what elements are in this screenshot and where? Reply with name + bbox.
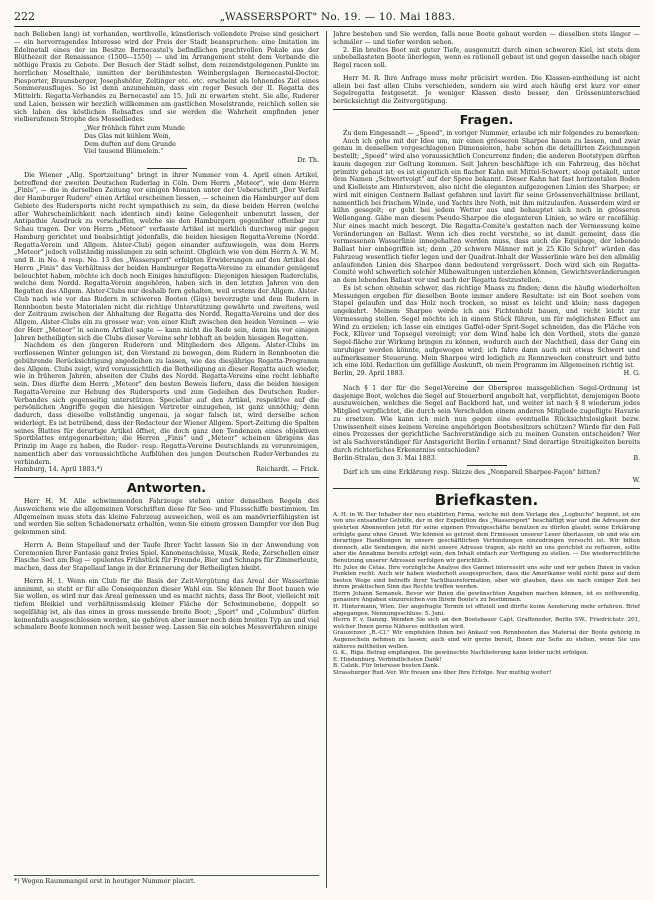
separator: [333, 109, 640, 110]
section-heading-antworten: Antworten.: [127, 480, 206, 495]
letter-item: B. Calzik. Für Interesse besten Dank.: [333, 663, 440, 670]
poem-line: Dem duften auf dem Grunde: [84, 140, 176, 148]
section-heading-briefkasten: Briefkasten.: [434, 490, 539, 509]
paragraph: Jahre bestehen und Sie werden, falls neue Boote gebaut werden — dieselben stets länger — schmäler — und tiefer werden sehen.: [333, 31, 640, 46]
signature-names: Reichardt. — Frick.: [256, 466, 319, 474]
answer-item: Herr H. M. Alle schwimmenden Fahrzeuge stehen unter denselben Regeln des Ausweichens wie die allgemeinen Vorschriften diese für See- und Flussschiffe bestimmen. Im Allgemeinen muss stets das kleine Fahrzeug ausweichen, weil es am manövrierfähigsten ist und werden Sie selten Schadenersatz erhalten, wenn Sie einem grossen Dampfer vor den Bug gekommen sind.: [14, 498, 319, 536]
letter-item: Hr. Jules de Cetas. Ihre vorzügliche Analyse des Gannet interessirt uns sehr und wir geben Ihnen in vielen Punkten recht. Auch wir haben wiederholt ausgesprochen, dass die Amerikaner wohl nicht ganz auf dem besten Wege sind betreffs ihrer Yachtbaureformation, aber wir glauben, dass sie nach einiger Zeit bei ihrem praktischen Sinn das Rechte treffen werden.: [333, 564, 640, 591]
running-title: „WASSERSPORT" No. 19. — 10. Mai 1883.: [219, 11, 456, 23]
section-heading-fragen: Fragen.: [459, 111, 514, 127]
paragraph: 2. Ein breites Boot mit guter Tiefe, ausgenutzt durch einen schweren Kiel, ist stets dem unbeballasteten Boote überlegen, wenn es rationell gebaut ist und gegen dasselbe nach obiger Regel racen soll.: [333, 46, 640, 69]
paragraph: nach Belieben lang) ist vorhanden, werthvolle, künstlerisch vollendete Preise sind gesichert — ein hervorragendes Interesse wird der Preis der Stadt beanspruchen: eine Imitation im Edelmetall eines der im Besitze Bernecastel's befindlichen prachtvollen Pokale aus der Blüthezeit der Renaissance (1500—1550) — und im Arrangement steht dem Verbande die nöthige Praxis zu Gebote. Der Besuch der Stadt selbst, dem reizendstgelegenen Punkte im herrlichen Moselthale, inmitten der berühmtesten Weinbergslagen Bernecastel-Doctor, Piesporter, Braunsberger, Josephshöfer, Zeltinger etc. etc. erscheint als lohnendes Ziel eines Sommerausfluges. So ist denn anzunehmen, dass ein reger Besuch der II. Regatta des Mittelrh. Regatta-Verbandes zu Bernecastel am 15. Juli zu erwarten steht. Sie alle, Ruderer und Laien, heissen wir herzlich willkommen am gastlichen Moselstrande, reichlich sollen sie sich laben des köstlichen Rebsaftes und sie werden die Wahrheit empfinden jener vielberufenen Strophe des Mosselliedes:: [14, 31, 319, 124]
left-column: [14, 31, 319, 888]
separator: [147, 168, 187, 169]
signature: [14, 466, 319, 474]
separator: [333, 488, 640, 489]
signature: Berlin, 29. April 1883. H. G.: [333, 370, 640, 377]
separator: [467, 381, 507, 382]
paragraph: Nachdem es den jüngeren Ruderern und Mitgliedern des Allgem. Alster-Clubs im verflossenen Winter gelungen ist, den Vorstand zu bewegen, dem Rudern in Rennbooten die gebührende Berücksichtigung angedeihen zu lassen, wie das diesjährige Regatta-Programm des Allgem. Clubs zeigt, wird voraussichtlich die Betheiligung an dieser Regatta auch wieder, wie in früheren Jahren, abseiten der Clubs des Nordd. Regatta-Vereins eine recht lebhafte sein. Dies dürfte dem Herrn „Meteor" den besten Beweis liefern, dass die beiden hiesigen Regatta-Vereine zur Hebung des Rudersports und zum Gedeihen des Deutschen Ruder-Verbandes sich gegenseitig unterstützen. Speciellar auf den Artikel, respektive auf die persönlichen Angriffe gegen die hiesigen Vertreter einzugehen, ist ganz unnöthig; denn dadurch, dass dieselbe vollständig ungenau, ja sogar falsch ist, wird derselbe schon widerlegt. Es ist betrübend, dass der Redacteur der Wiener Allgem. Sport-Zeitung die Spalten seines Blattes für derartige Artikel öffnet, die doch ganz den Tendenzen eines objektiven Sportblattes entgegenarbeiten; die Herren „Finis" und „Meteor" scheinen übrigens das Prinzip im Auge zu haben, die Ruder- resp. Regatta-Vereine Deutschlands zu verunreinigen, namentlich aber das voraussichtliche Aufblühen des jungen Deutschen Ruder-Verbandes zu verhindern.: [14, 342, 319, 466]
signature: Berlin-Stralau, den 3. Mai 1883. B.: [333, 454, 640, 462]
letter-item: Herrn Johann Semanek. Bevor wir Ihnen die gewünschten Angaben machen können, ist es nothwendig, genauere Angaben einzureichen von Ihrem Boote's zu bestimmen.: [333, 590, 640, 604]
poem-line: Das Glas mit kühlem Wein,: [84, 132, 171, 140]
poem-quote: [84, 125, 319, 156]
signature: W.: [632, 477, 640, 484]
page-number: 222: [14, 10, 35, 23]
letter-item: G. K., Riga. Betrag empfangen. Die gewünschte Nachlieferung kann leider nicht erfolgen.: [333, 650, 589, 657]
poem-line: Viel tausend Blümelein.": [84, 148, 164, 156]
separator: [14, 477, 319, 478]
letter-item: Herrn F. v. Danzig. Wenden Sie sich an den Bootsbauer Capt. Graffeneder, Berlin SW., Friedrichstr. 201, welcher Ihnen gerne Näheres mittheilen wird.: [333, 617, 640, 630]
answer-item: Herrn A. Beim Stapellauf und der Taufe Ihrer Yacht lassen Sie in der Anwendung von Ceremonien Ihrer Fantasie ganz freies Spiel. Kanonenschüsse, Musik, Rede, Zerschellen einer Flasche Sect am Bug — opulentes Frühstück für Freunde, Bier und Schnaps für Zimmerleute, machen, dass der Stapellauf lange in der Erinnerung der Betheiligten bleibt.: [14, 541, 319, 572]
letter-item: H. Hintermann, Wien. Der angefragte Termin ist offiziell und dürfte keine Aenderung mehr erfahren. Brief abgegangen. Nennungsschluss: 5. Juni.: [333, 604, 640, 617]
paragraph: Es ist schon ohnehin schwer, das richtige Maass zu finden; denn die häufig wiederholten Messungen ergeben für dieselben Boote immer andere Resultate: ist ein Boot soeben vom Stapel gelaufen und das Holz noch trocken, so misst es leicht und klein; nass dagegen ungekehrt. Meinem Sharpee werde ich aus Fichtenholz bauen, und recht leicht zur Vermessung stellen. Segel möchte ich in einem Stück führen, um für möglichsten Effect am Wind zu erzielen; ich lasse ein einziges Gaffel-oder Sprit-Segel schneiden, das die Fläche von Fock, Klüver und Topsegel vereinigt; vor dem Wind habe ich den Vortheil, stets die ganze Segel-fläche zur Wirkung bringen zu können, wodurch auch der Nachtheil, dass der Gang ein unruhiger werden könnte, aufgewogen wird; ich fahre dann auch mit etwas Schwert und aufmerksamer Steuerung. Mein Sharpee wird lediglich zu Rennzwecken construirt und bitte ich eine löbl. Redaction um gefällige Auskunft, ob mein Programm im Allgemeinen richtig ist.: [333, 284, 640, 370]
letter-item: Strassburger Rud.-Ver. Wir freuen uns über Ihre Erfolge. Nur muthig weiter!: [333, 670, 552, 676]
column-divider: [326, 31, 327, 888]
answer-item: Herrn H. 1. Wenn ein Club für die Basis der Zeit-Vergütung das Areal der Wasserlinie annimmt, so steht er für alle Consequenzen dieser Wahl ein. Sie können Ihr Boot bauen wie Sie wollen, es wird nur das Areal gemessen und es macht nichts, dass Ihr Boot, vielleicht mit tiefem Bleikiel und verhältnissmässig kleiner Fläche der Schwimmebene, doppelt so segelfähig ist, als das eines in gross messende breite Boot; „Sport" und „Columbus" dürfen keinenfalls ausgeschlossen werden, sie gehören aber immer noch dem breiten Typ an und viel schmalere Boote kommen noch weit besser weg. Lassen Sie ein solches Messverfahren einige: [14, 577, 319, 632]
right-column: [333, 31, 640, 888]
letter-item: E. Hindenburg. Verbindlichsten Dank!: [333, 656, 442, 663]
paragraph: Die Wiener „Allg. Sportzeitung" bringt in ihrer Nummer vom 4. April einen Artikel, betreffend der zweiten Deutschen Ruderlag in Cöln. Dem Herrn „Meteor", wie dem Herrn „Finis", — die in derselben Zeitung vor einigen Monaten unter der Ueberschrift „Der Verfall der Hamburger Rudere" einen Artikel erscheinen liessen, — scheinen die Hamburger auf dem Gebiete des Rudersports nicht recht sympathisch zu sein, da diese beiden Herren (welche aller Wahrscheinlichkeit nach identisch sind) keine Gelegenheit unbenutzt lassen, der Antipathie Ausdruck zu verschaffen, welche sie den Hamburgern gegenüber offenbar zur Schau tragen. Der von Herrn „Meteor" verfasste Artikel ist merklich durchweg mir gegen Hamburg gerichtet und beabsichtigt jedenfalls, die beiden hiesigen Regatta-Vereine (Nordd. Regatta-Verein und Allgem. Alster-Club) gegen einander aufzuwiegeln, was dem Herrn „Meteor" jedoch vollständig misslungen zu sein scheint. Obgleich wie von dem Herrn A. W. M. und B. in No. 4 resp. No. 13 des „Wassersport" erfolgten Erwiderungen auf den Artikel des Herrn „Finis" das Verhältniss der beiden Hamburger Regatta-Vereine zu einander genügend beleuchtet haben, möchte ich doch noch Einiges hinzufügen: Diejenigen hiesigen Ruderclubs, welche dem Nordd. Regatta-Verein angehören, haben sich in den letzten Jahren von den Regatten des Allgem. Alster-Clubs nur deshalb fern gehalten, weil erstens der Allgem. Alster-Club nach wie vor das Rudern in schweren Booten (Gigs) bevorzugte und dem Rudern in Rennbooten beste Materialen nicht die richtige Unterstützung gewährte und zweitens, weil der Zeitraum zwischen der Abhaltung der Regatta des Nordd. Regatta-Vereins und der des Allgem. Alster-Clubs ein zu grosser war; von einer Kluft zwischen den beiden Vereinen — wie der Herr „Meteor" in seinem Artikel sagte — kann nicht die Rede sein, denn bis vor einigen Jahren betheiligten sich die Clubs dieser Vereine sehr lebhaft an beiden hiesigen Regatten.: [14, 171, 319, 342]
paragraph: Darf ich um eine Erklärung resp. Skizze des „Nonpareil Sharpee-Façon" bitten?: [343, 469, 601, 477]
separator: [467, 465, 507, 466]
briefkasten-list: [333, 512, 640, 677]
poem-line: „Wer fröhlich führt zum Munde: [84, 125, 185, 132]
signature: Dr. Th.: [297, 157, 319, 164]
letter-item: Grauzenzer „R.-Cl." Wir empfehlen Ihnen bei Ankauf von Rennbooten das Material der Boote gehörig in Augenschein nehmen zu lassen; auch sind wir gerne bereit, Ihnen zur Seite zu stehen, wenn Sie uns näheres mittheilen wollen.: [333, 630, 640, 650]
letter-item: A. H. in W. Der Inhaber der neu etablirten Firma, welche mit dem Verlage des „Logbuchs" beginnt, ist ein von uns entsandter Gehülfe, der in der Expedition des „Wassersport" beschäftigt war und die Adressen der geehrten Abonnenten jetzt für seine eigenen Privatgeschäfte benutzen zu dürfen glaubt; seine Erklärung erfolgte ganz ohne Grund. Wir können es getrost dem Ermessen unserer Leser überlassen, ob und wie ein derartiges Handlungen in unsere geschäftlichen Verbindungen einzudringen versucht ist. Wir bitten dennoch, alle Sendungen, die nicht unsere Adresse tragen, als nicht an uns gerichtet zu refüsiren, sollte aber die Annahme bereits erfolgt sein, den Inhalt einfach zur Verfügung zu stellen. — Die wiederrechtliche Benutzung unserer Adressen verfolgen wir gerichtlich.: [333, 511, 640, 564]
page-header: [14, 10, 640, 27]
answer-item: Herr M. R. Ihre Anfrage muss mehr präcisirt werden. Die Klassen-eintheilung ist nicht allein bei fast allen Clubs verschieden, sondern sie wird auch häufig erst kurz vor einer Segelregatta festgesetzt. Je weniger Klassen desto besser, den Grössenunterschied berücksichtigt die Zeitvergütigung.: [333, 74, 640, 105]
paragraph: Nach § 1 der für die Segel-Vereine der Oberspree massgeblichen Segel-Ordnung ist dasjenige Boot, welches die Segel auf Steuerbord angebolt hat, verpflichtet, demjenigen Boote auszuweichen, welches die Segel auf Backbord hat, und weiter ist nach § 8 wiederum jedes Mitglied verpflichtet, die durch sein Verschulden einem anderen Mitgliede zugefügte Havarie zu ersetzen. Wie kann ich mich nun gegen eine eventuelle Rücksichtslosigkeit bezw. Unwissenheit eines keinem Vereine angehörigen Bootsbesitzers schützen? Würde für den Fall eines Prozesses der gerichtliche Sachverständige sich zu meinen Gunsten entscheiden? Wer ist als Sachverständiger für Amtsgericht Berlin I ernannt? Sind derartige Streitigkeiten bereits durch richterliches Erkenntniss entschieden?: [333, 384, 640, 454]
footnote: *) Wegen Raummangel erst in heutiger Nummer placirt.: [14, 875, 319, 886]
signature-place-date: Hamburg, 14. April 1883.*): [14, 466, 103, 474]
paragraph: Auch ich gehe mit der Idee um, mir einen grösseren Sharpee bauen zu lassen, und zwar genau in denselben vorgeschlagenen Dimensionen, habe schon die detaillirten Zeichnungen bestellt; „Speed" wird also voraussichtlich Concurrenz finden; die anderen Bootstypen dürften kaum dagegen zur Geltung kommen. Seit Jahren beschäftige ich ein Fahrzeug, das höchst primitiv gebaut ist; es ist eigentlich ein flacher Kahn mit Mittel-Schwert, sloop getakelt, unter dem Namen „Schwertvoigt" auf der Spree bekannt. Dieser Kahn hat fast horizontalen Boden und Kielleiste am Hintersteven, also nicht die eleganten aufgezogenen Linien des Sharpee; er wird mit einigen Centnern Ballast gefahren und lavirt für seine Grössenverhältnisse brillant, namentlich bei frischem Winde, und Yachts ihre Noth, mit ihm mitzulaufen. Ausserdem wird er kühn gesegelt; er geht bei jedem Wetter aus und behauptet sich noch in grösseren Wellengang. Gäbe man diesem Pseudo-Sharpee die eleganteren Linien, so wäre er racefähig. Nur eines macht mich besorgt. Die Regatta-Comité's gestatten nach der Vermessung keine Veränderungen an Ballast. Wenn ich dies recht verstehe, so ist damit gemeint, dass die vermessenen Wasserlinie innegehalten werden muss, dass auch die Equipage, der lebende Ballast hier einbegriffen ist; denn „20 schwere Männer mit je 25 Kilo Schrot" würden das Fahrzeug wesentlich tiefer legen und der Quadrat-Inhalt der Wasserlinie wäre bei den allmälig anlaufenden Linien des Sharpee dann bedeutend vergrössert. Doch wird sich ein Regatta-Comité wohl schwerlich solcher Mühewaltungen unterziehen können, Gewichtsveränderungen an dem lebenden Ballast vor und nach der Regatta festzustellen.: [333, 137, 640, 284]
paragraph: Zu dem Eingesandt — „Speed", in voriger Nummer, erlaube ich mir folgendes zu bemerken:: [343, 129, 640, 137]
